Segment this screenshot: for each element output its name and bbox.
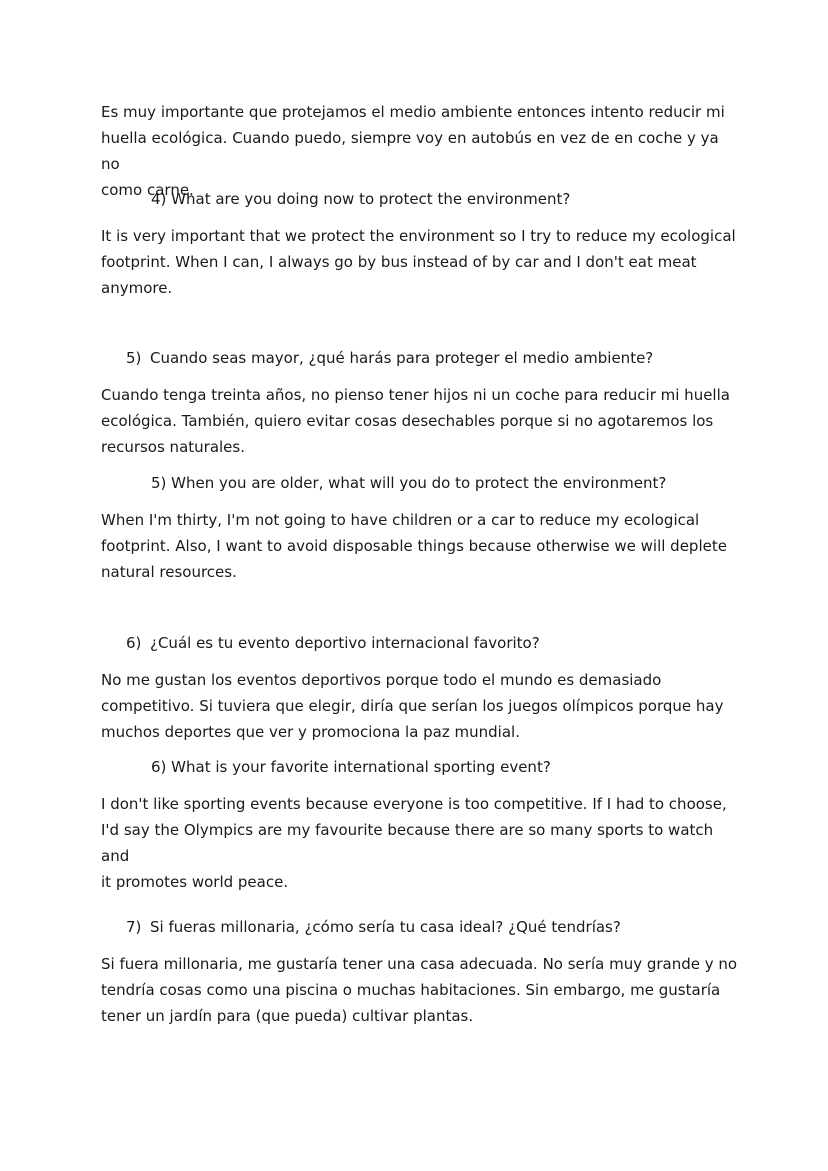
answer-line: recursos naturales. [101, 438, 245, 456]
question-es-6 [126, 630, 540, 656]
answer-es-7 [101, 951, 741, 1029]
answer-line: natural resources. [101, 563, 237, 581]
answer-line: Cuando tenga treinta años, no pienso tener hijos ni un coche para reducir mi huella [101, 386, 730, 404]
answer-es-5 [101, 382, 741, 460]
question-en-6: 6) What is your favorite international sporting event? [151, 758, 551, 776]
answer-en-5 [101, 507, 741, 585]
answer-line: I don't like sporting events because everyone is too competitive. If I had to choose, [101, 795, 727, 813]
answer-line: huella ecológica. Cuando puedo, siempre voy en autobús en vez de en coche y ya no [101, 129, 719, 173]
answer-line: como carne. [101, 181, 194, 199]
answer-en-4 [101, 223, 741, 301]
answer-line: muchos deportes que ver y promociona la paz mundial. [101, 723, 520, 741]
answer-line: No me gustan los eventos deportivos porque todo el mundo es demasiado [101, 671, 662, 689]
question-text: Cuando seas mayor, ¿qué harás para proteger el medio ambiente? [150, 349, 654, 367]
answer-line: Es muy importante que protejamos el medio ambiente entonces intento reducir mi [101, 103, 725, 121]
answer-line: tendría cosas como una piscina o muchas habitaciones. Sin embargo, me gustaría [101, 981, 721, 999]
answer-line: footprint. Also, I want to avoid disposable things because otherwise we will deplete [101, 537, 727, 555]
answer-en-6 [101, 791, 741, 895]
answer-line: tener un jardín para (que pueda) cultivar plantas. [101, 1007, 474, 1025]
question-es-7 [126, 914, 621, 940]
question-number: 6) [126, 634, 142, 652]
question-en-4: 4) What are you doing now to protect the environment? [151, 190, 571, 208]
answer-line: ecológica. También, quiero evitar cosas desechables porque si no agotaremos los [101, 412, 714, 430]
question-es-5 [126, 345, 653, 371]
question-text: Si fueras millonaria, ¿cómo sería tu casa ideal? ¿Qué tendrías? [150, 918, 621, 936]
answer-line: I'd say the Olympics are my favourite because there are so many sports to watch and [101, 821, 714, 865]
answer-line: When I'm thirty, I'm not going to have children or a car to reduce my ecological [101, 511, 700, 529]
answer-line: it promotes world peace. [101, 873, 289, 891]
question-en-5: 5) When you are older, what will you do to protect the environment? [151, 474, 667, 492]
answer-es-6 [101, 667, 741, 745]
question-number: 5) [126, 349, 142, 367]
question-text: ¿Cuál es tu evento deportivo internacional favorito? [150, 634, 540, 652]
answer-line: It is very important that we protect the environment so I try to reduce my ecological [101, 227, 736, 245]
answer-line: anymore. [101, 279, 173, 297]
answer-line: Si fuera millonaria, me gustaría tener una casa adecuada. No sería muy grande y no [101, 955, 738, 973]
answer-line: competitivo. Si tuviera que elegir, diría que serían los juegos olímpicos porque hay [101, 697, 724, 715]
question-number: 7) [126, 918, 142, 936]
answer-line: footprint. When I can, I always go by bus instead of by car and I don't eat meat [101, 253, 697, 271]
